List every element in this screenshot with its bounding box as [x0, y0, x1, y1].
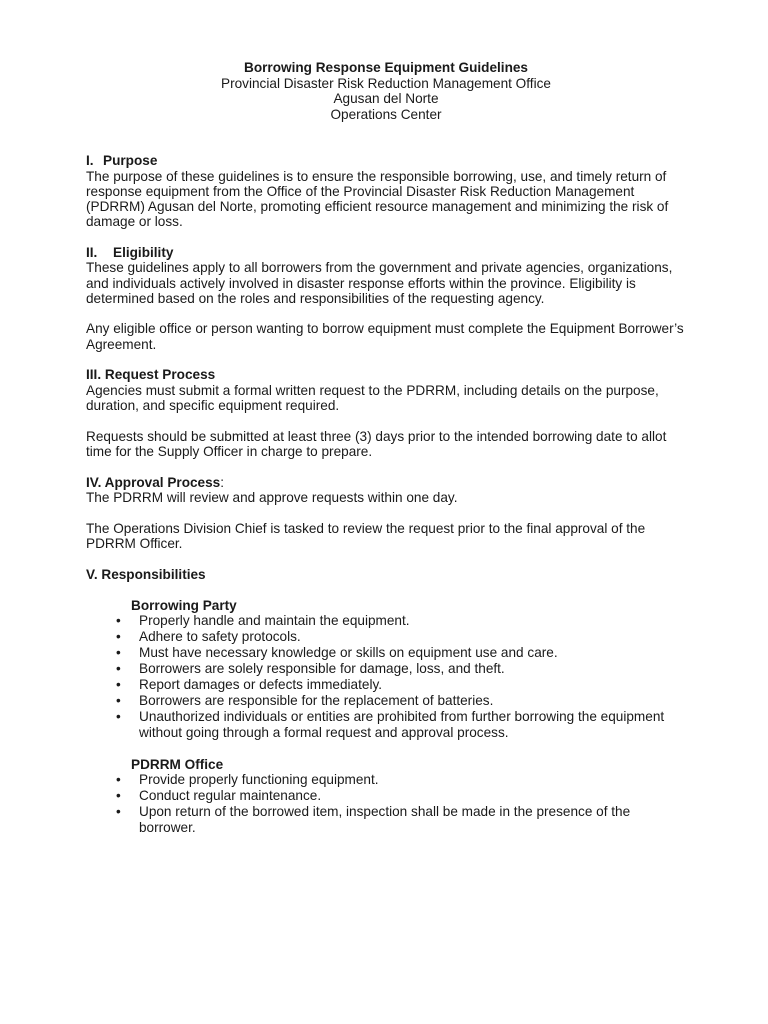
list-item: • Unauthorized individuals or entities are prohibited from further borrowing the equipment without going through a formal request and approval process.	[116, 709, 665, 741]
bullet-icon: •	[116, 613, 121, 629]
purpose-paragraph: The purpose of these guidelines is to ensure the responsible borrowing, use, and timely return of response equipment from the Office of the Provincial Disaster Risk Reduction Management (PDRRM) Agusan del Norte, promoting efficient resource management and minimizing the risk of damage or loss.	[86, 168, 669, 230]
center-name: Operations Center	[330, 106, 442, 122]
bullet-icon: •	[116, 772, 121, 788]
section-request-heading: III. Request Process	[86, 367, 216, 383]
list-item: • Borrowers are solely responsible for damage, loss, and theft.	[116, 661, 505, 677]
section-purpose-heading	[86, 153, 686, 169]
section-title: IV. Approval Process	[86, 474, 221, 490]
pdrrm-office-list	[86, 772, 686, 836]
bullet-icon: •	[116, 645, 121, 661]
document-header	[86, 60, 686, 122]
office-name: Provincial Disaster Risk Reduction Management Office	[221, 75, 551, 91]
province-name: Agusan del Norte	[333, 91, 439, 106]
document-page	[86, 60, 686, 836]
list-item: • Properly handle and maintain the equipment.	[116, 613, 410, 629]
bullet-icon: •	[116, 788, 121, 804]
section-eligibility-heading	[86, 245, 686, 261]
list-item: • Upon return of the borrowed item, inspection shall be made in the presence of the borrower.	[116, 804, 631, 836]
bullet-icon: •	[116, 804, 121, 820]
borrowing-party-list	[86, 613, 686, 741]
list-item: • Must have necessary knowledge or skills on equipment use and care.	[116, 645, 558, 661]
section-number: II.	[86, 244, 98, 260]
section-title: Purpose	[103, 153, 158, 168]
list-item: • Report damages or defects immediately.	[116, 677, 383, 693]
approval-paragraph: The PDRRM will review and approve requests within one day.	[86, 490, 458, 506]
bullet-icon: •	[116, 629, 121, 645]
bullet-icon: •	[116, 677, 121, 693]
request-paragraph: Agencies must submit a formal written request to the PDRRM, including details on the purpose, duration, and specific equipment required.	[86, 382, 659, 414]
eligibility-paragraph: These guidelines apply to all borrowers from the government and private agencies, organizations, and individuals actively involved in disaster response efforts within the province. Eligibility is determined based on the roles and responsibilities of the requesting agency.	[86, 260, 673, 306]
bullet-icon: •	[116, 661, 121, 677]
eligibility-agreement-paragraph: Any eligible office or person wanting to borrow equipment must complete the Equipment Borrower’s Agreement.	[86, 321, 684, 352]
section-number: I.	[86, 153, 94, 168]
section-title: Eligibility	[113, 244, 174, 260]
list-item: • Adhere to safety protocols.	[116, 629, 301, 645]
list-item: • Provide properly functioning equipment.	[116, 772, 379, 788]
list-item: • Conduct regular maintenance.	[116, 788, 322, 804]
document-title: Borrowing Response Equipment Guidelines	[244, 60, 528, 75]
approval-chief-paragraph: The Operations Division Chief is tasked to review the request prior to the final approval of the PDRRM Officer.	[86, 520, 646, 552]
bullet-icon: •	[116, 693, 121, 709]
bullet-icon: •	[116, 709, 121, 725]
heading-colon: :	[220, 474, 225, 490]
borrowing-party-heading: Borrowing Party	[131, 597, 237, 613]
pdrrm-office-heading: PDRRM Office	[131, 756, 224, 772]
section-approval-heading	[86, 475, 686, 491]
request-timing-paragraph: Requests should be submitted at least three (3) days prior to the intended borrowing date to allot time for the Supply Officer in charge to prepare.	[86, 428, 667, 459]
list-item: • Borrowers are responsible for the replacement of batteries.	[116, 693, 494, 709]
section-responsibilities-heading: V. Responsibilities	[86, 566, 206, 582]
